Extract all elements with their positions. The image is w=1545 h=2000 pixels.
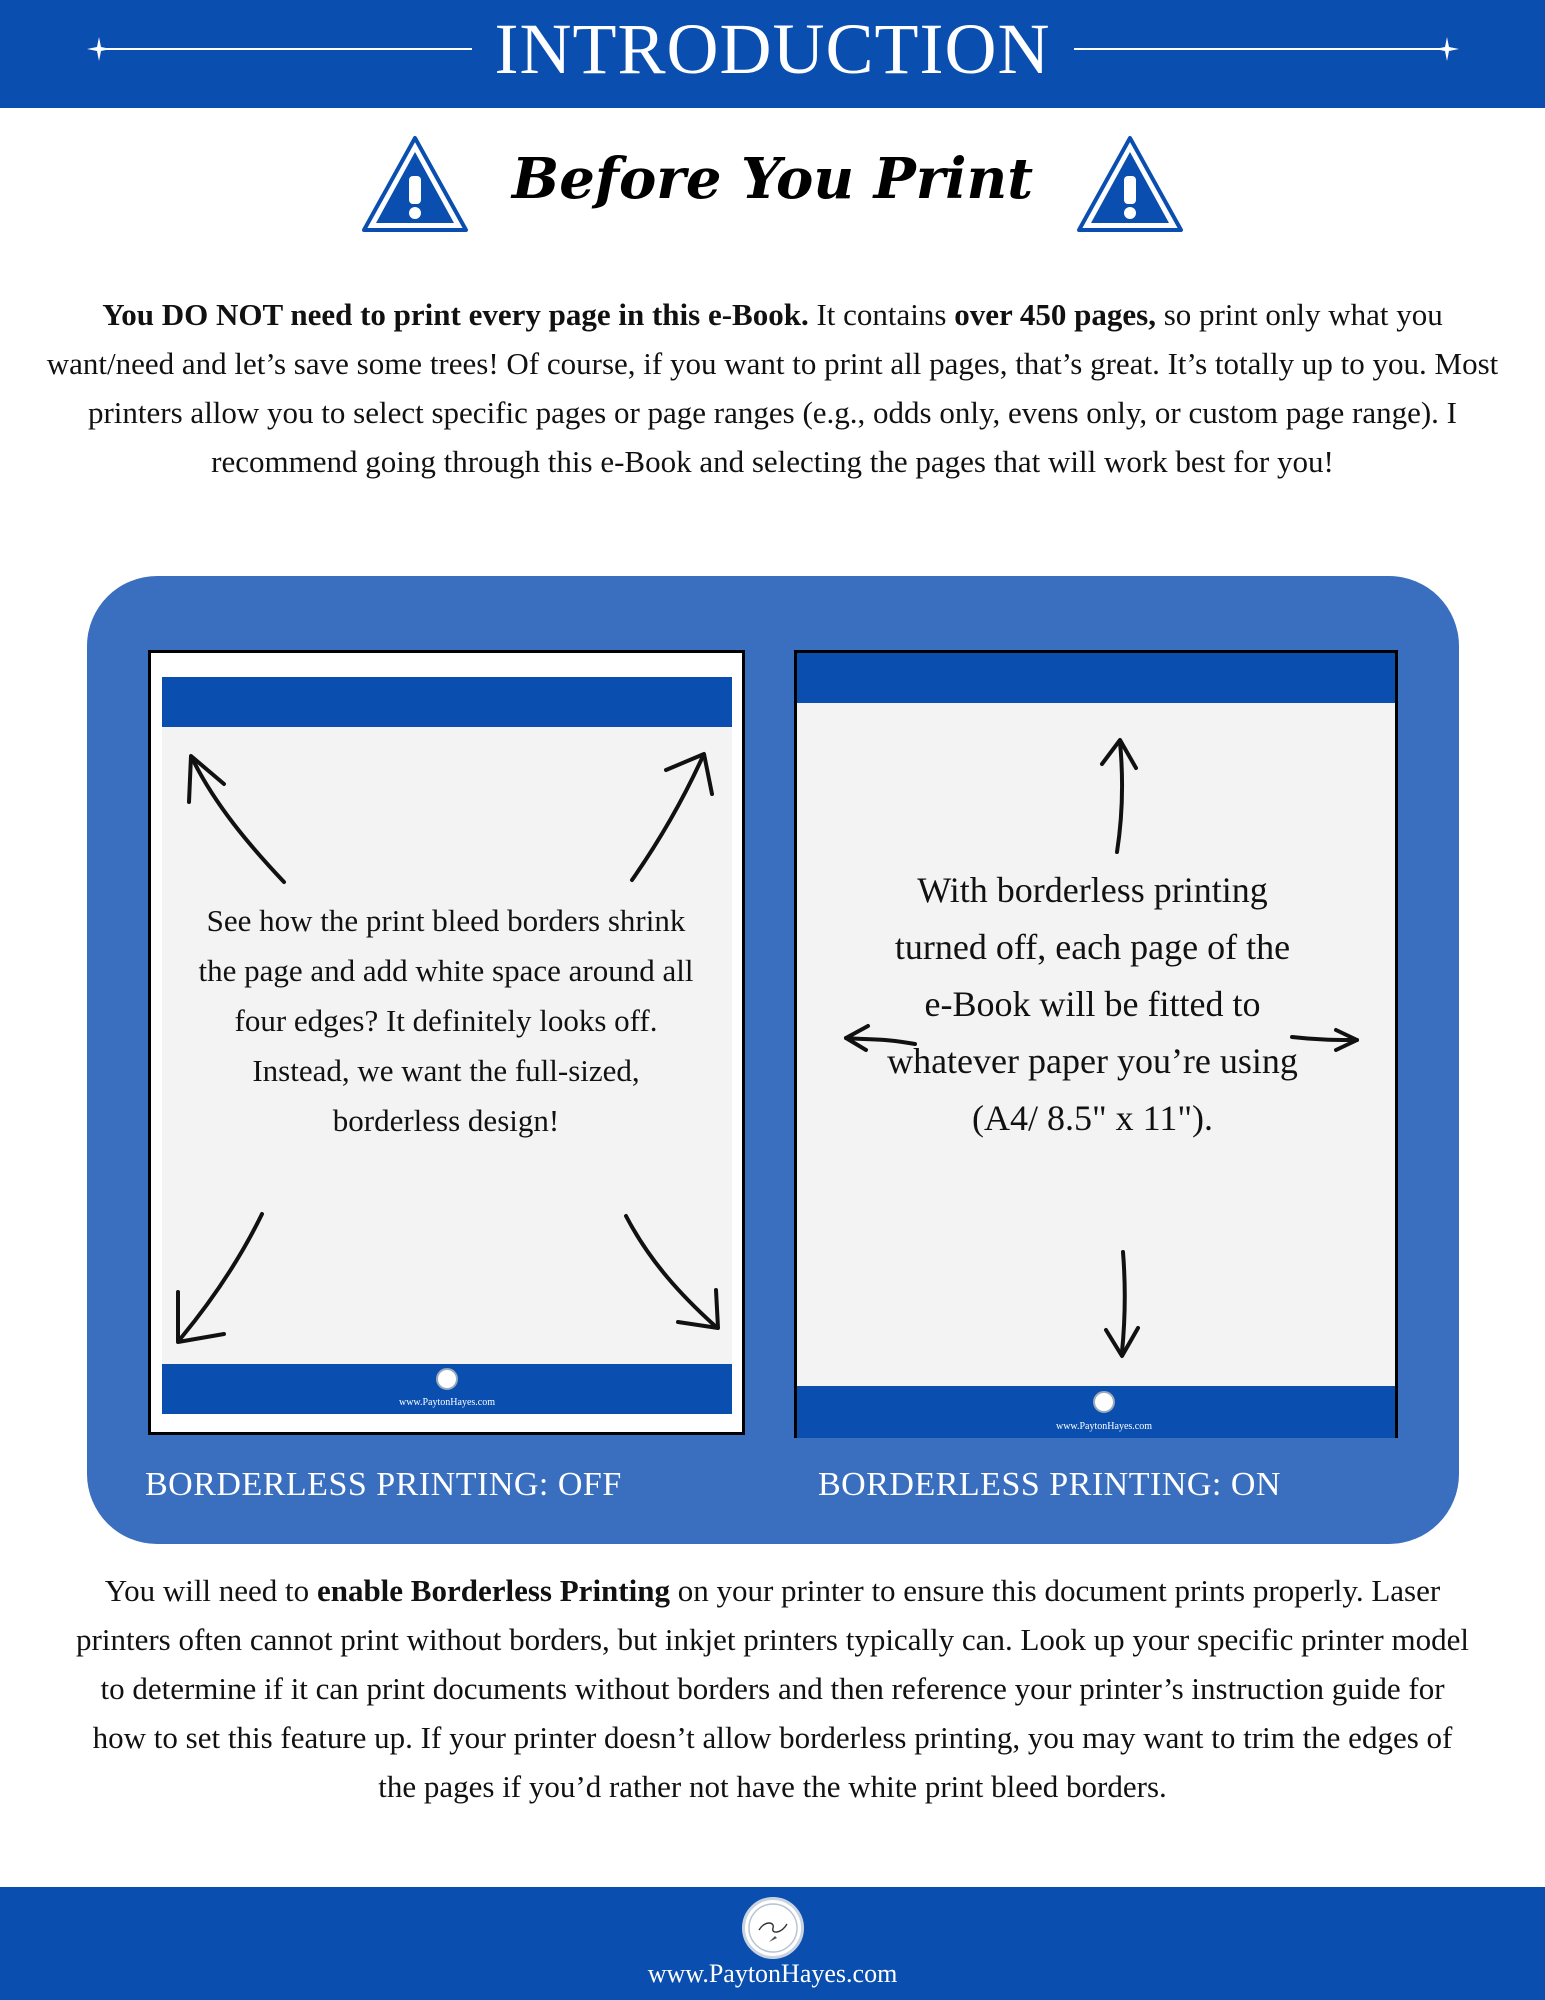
- outro-text: You will need to: [104, 1573, 317, 1608]
- footer-url[interactable]: www.PaytonHayes.com: [647, 1959, 898, 1988]
- logo-mark: [745, 1900, 801, 1956]
- intro-text: It contains: [808, 297, 955, 332]
- intro-text: so print only what you want/need and let’s save some trees! Of course, if you want to print all pages, that’s great. It’s totally up to you. Most printers allow you to select specific pages or page ranges (e.g., odds only, evens only, or custom page range). I recommend going through this e-Book and selecting the pages that will work best for you!: [46, 297, 1499, 479]
- mockup-off-text: See how the print bleed borders shrink the page and add white space around all four edges? It definitely looks off. Instead, we want the full-sized, borderless design!: [198, 903, 694, 1138]
- logo-icon: [742, 1897, 804, 1959]
- mockup-on-text: With borderless printing turned off, each page of the e-Book will be fitted to whatever paper you’re using (A4/ 8.5" x 11").: [887, 870, 1298, 1138]
- intro-bold-count: over 450 pages,: [954, 297, 1156, 332]
- outro-bold-instruction: enable Borderless Printing: [316, 1573, 670, 1608]
- outro-text: on your printer to ensure this document prints properly. Laser printers often cannot print without borders, but inkjet printers typically can. Look up your specific printer model to determine if it can print documents without borders and then reference your printer’s instruction guide for how to set this feature up. If your printer doesn’t allow borderless printing, you may want to trim the edges of the pages if you’d rather not have the white print bleed borders.: [76, 1573, 1469, 1804]
- mockup-url: www.PaytonHayes.com: [398, 1397, 495, 1408]
- page-title: INTRODUCTION: [494, 9, 1051, 89]
- intro-bold-statement: You DO NOT need to print every page in this e-Book.: [102, 297, 809, 332]
- caption-borderless-on: BORDERLESS PRINTING: ON: [818, 1466, 1281, 1503]
- section-heading: Before You Print: [511, 146, 1034, 212]
- footer-banner: [0, 1887, 1545, 2000]
- caption-borderless-off: BORDERLESS PRINTING: OFF: [145, 1466, 622, 1503]
- outro-paragraph: [70, 1566, 1475, 1811]
- mockup-url: www.PaytonHayes.com: [1055, 1421, 1152, 1432]
